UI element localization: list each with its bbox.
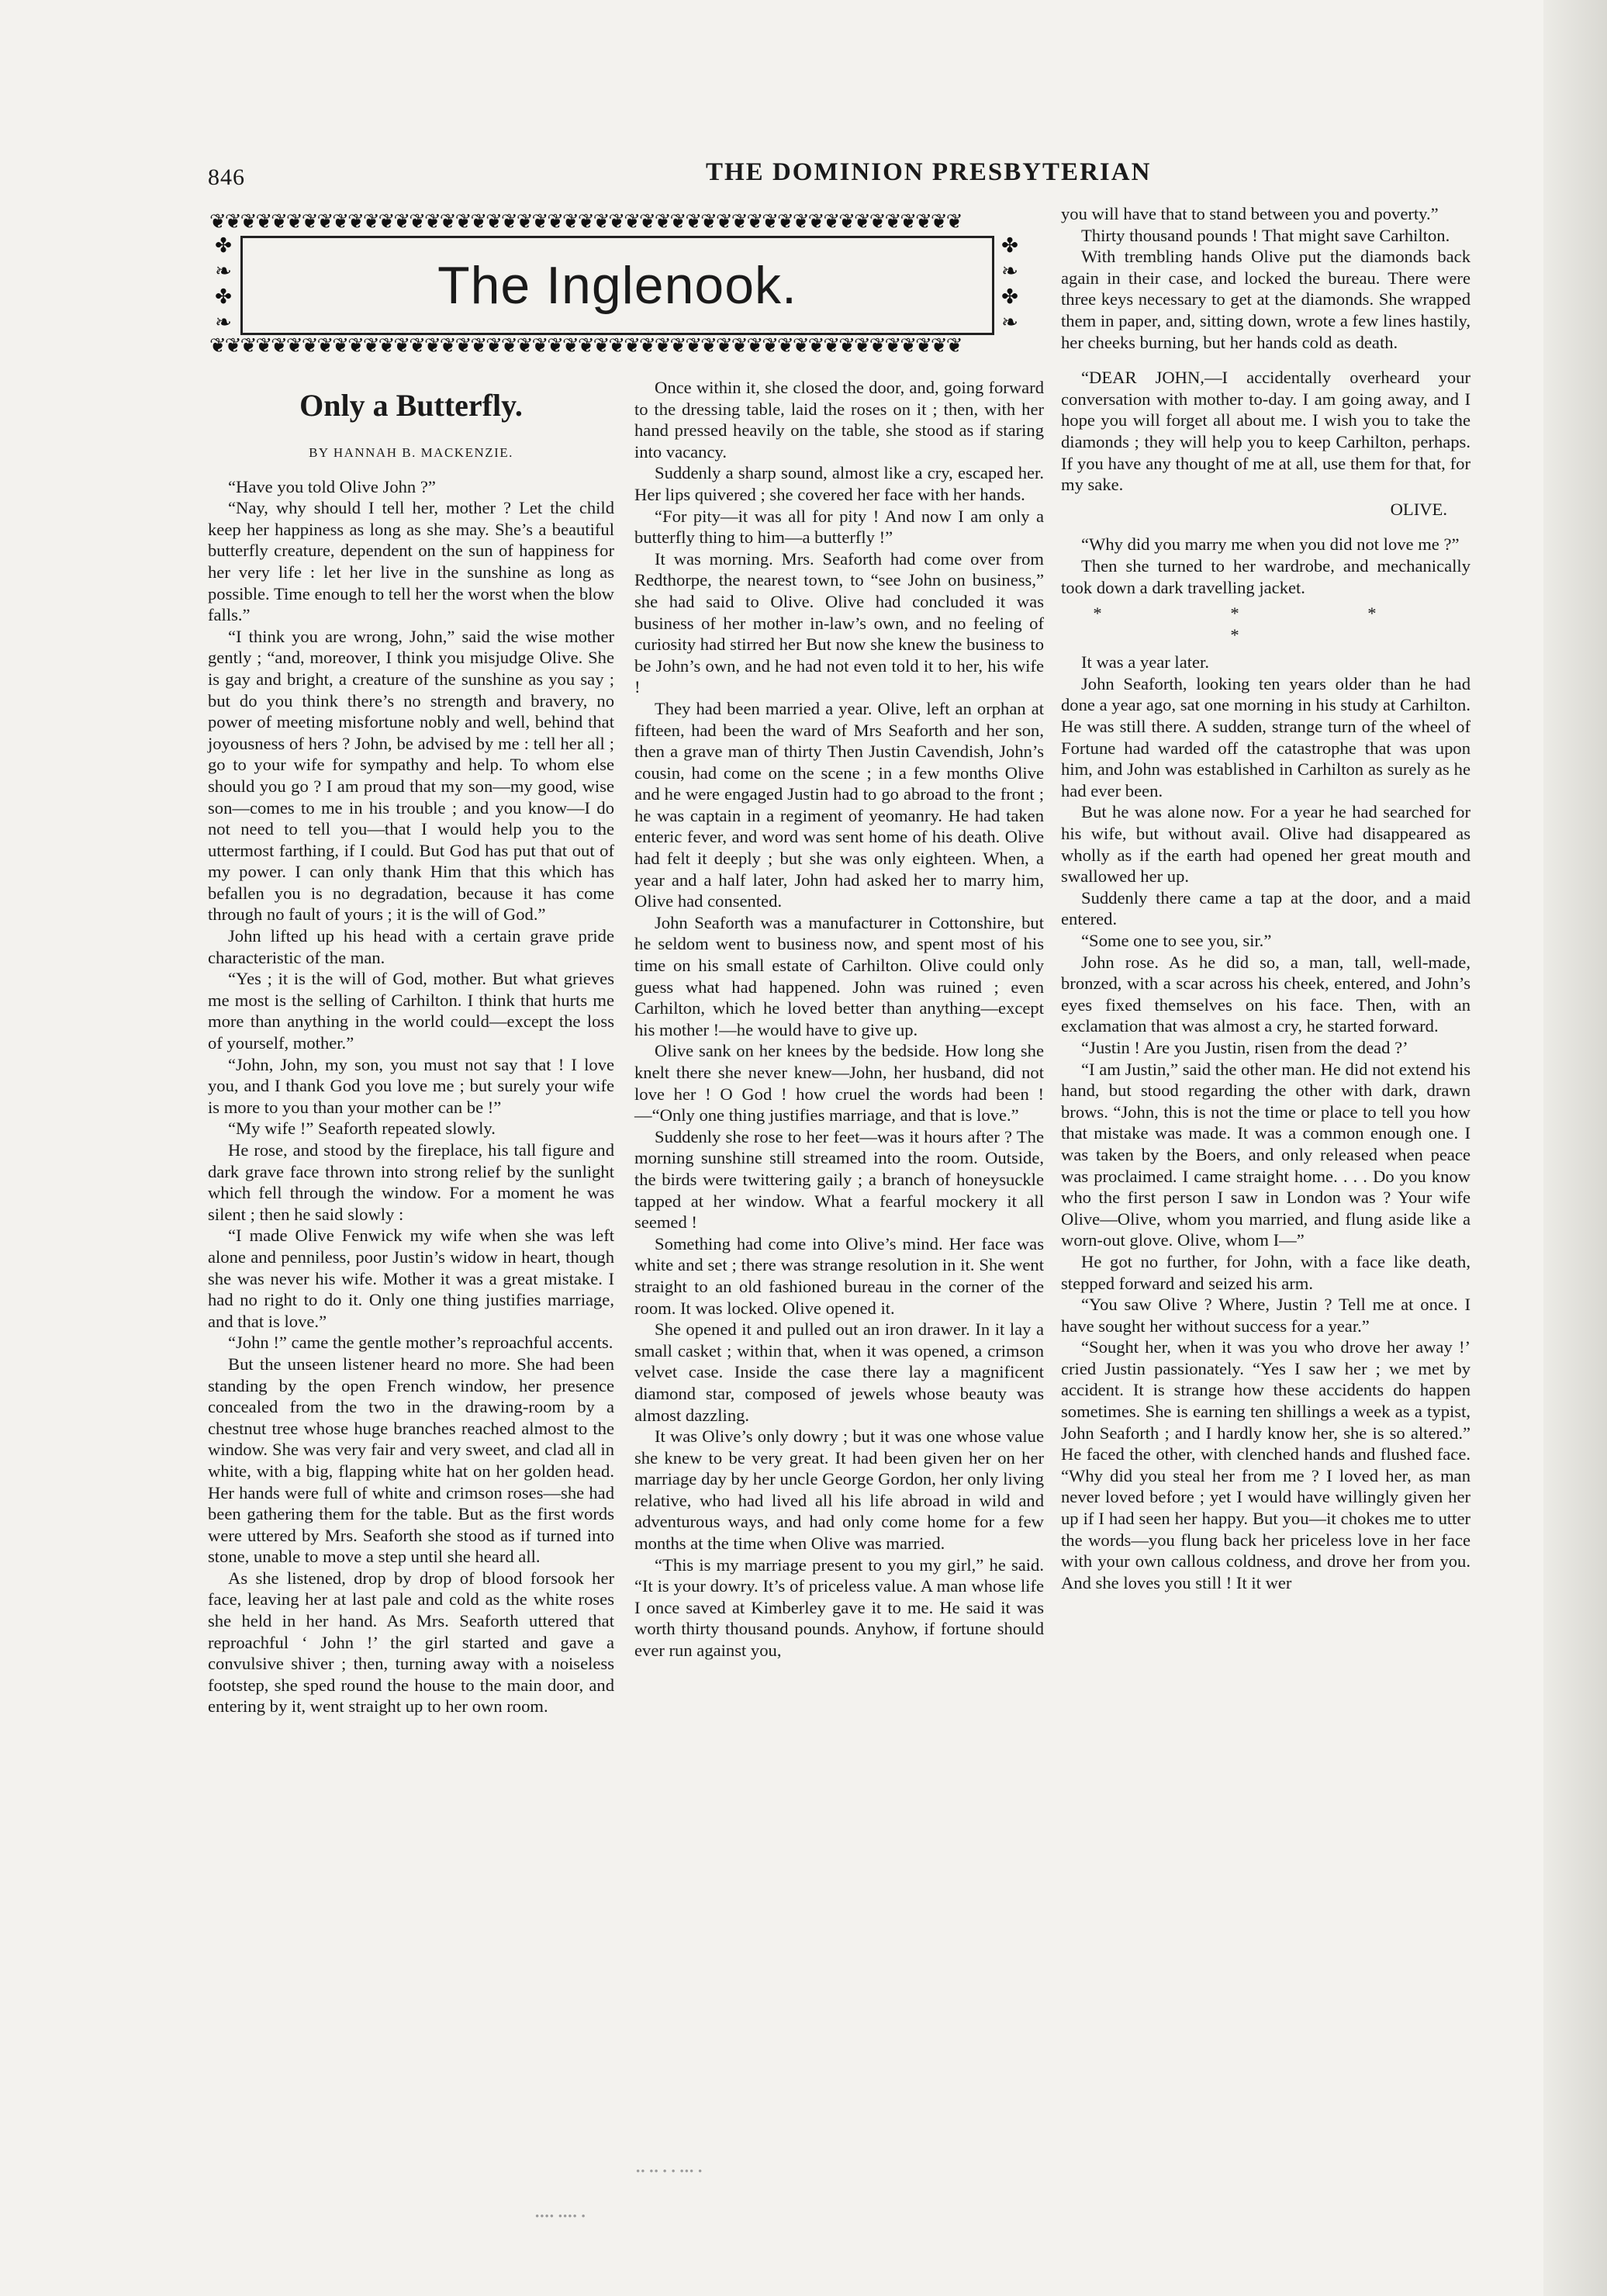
paragraph: “Nay, why should I tell her, mother ? Let the child keep her happiness as long as she may. She’s a beautiful butterfly creature, dependent on the sun of happiness for her very life : let her live in the sunshine as long as possible. Time enough to tell her the worst when the blow falls.”: [208, 498, 615, 625]
paragraph: “Justin ! Are you Justin, risen from the dead ?’: [1081, 1037, 1408, 1057]
paragraph: But he was alone now. For a year he had searched for his wife, but without avail. Olive had disappeared as wholly as if the earth had opened her great mouth and swallowed her up.: [1061, 802, 1470, 887]
bleed-through-text: •••• •••• •: [535, 2211, 586, 2223]
paragraph: Once within it, she closed the door, and, going forward to the dressing table, laid the roses on it ; then, with her hand pressed heavily on the table, she stood as if staring into vacancy.: [634, 378, 1044, 462]
paragraph: He rose, and stood by the fireplace, his tall figure and dark grave face thrown into strong relief by the sunlight which fell through the window. For a moment he was silent ; then he said slowly :: [208, 1140, 614, 1224]
paragraph: “I am Justin,” said the other man. He did not extend his hand, but stood regarding the other with dark, drawn brows. “John, this is not the time or place to tell you how that mistake was made. It was a common enough one. I was taken by the Boers, and only released when peace was proclaimed. I came straight home. . . . Do you know who the first person I saw in London was ? Your wife Olive—Olive, whom you married, and flung aside like a worn-out glove. Olive, whom I—”: [1061, 1059, 1470, 1250]
paragraph: She opened it and pulled out an iron drawer. In it lay a small casket ; within that, when it was opened, a crimson velvet case. Inside the case there lay a magnificent diamond star, composed of jewels whose beauty was almost dazzling.: [634, 1319, 1044, 1425]
paragraph: “I made Olive Fenwick my wife when she was left alone and penniless, poor Justin’s widow in heart, though she was never his wife. Mother it was a great mistake. I had no right to do it. Only one thing justifies marriage, and that is love.”: [208, 1226, 614, 1331]
ornament-border-left: ✤ ❧ ✤ ❧: [215, 234, 232, 334]
paragraph: “This is my marriage present to you my girl,” he said. “It is your dowry. It’s of priceless value. A man whose life I once saved at Kimberley gave it to me. He said it was worth thirty thousand pounds. Anyhow, if fortune should ever run against you,: [634, 1554, 1044, 1661]
story-byline: BY HANNAH B. MACKENZIE.: [309, 445, 513, 460]
paragraph: John Seaforth was a manufacturer in Cottonshire, but he seldom went to business now, and spent most of his time on his small estate of Carhilton. Olive could only guess what had happened. John was ruined ; even Carhilton, which he loved better than anything—except his mother !—he would have to give up.: [634, 912, 1044, 1039]
section-title: The Inglenook.: [437, 256, 797, 315]
letter-signature: OLIVE.: [1390, 499, 1447, 519]
paragraph: “Why did you marry me when you did not love me ?”: [1081, 534, 1460, 555]
paragraph: Olive sank on her knees by the bedside. How long she knelt there she never knew—John, her husband, did not love her ! O God ! how cruel the words had been !—“Only one thing justifies marriage, and that is love.”: [634, 1041, 1044, 1126]
paragraph: “Some one to see you, sir.”: [1081, 931, 1272, 950]
paragraph: Thirty thousand pounds ! That might save Carhilton.: [1081, 225, 1450, 245]
paragraph: It was Olive’s only dowry ; but it was one whose value she knew to be very great. It had been given her on her marriage day by her uncle George Gordon, her only living relative, who had lived all his life abroad in wild and adventurous ways, and had only come home for a few months at the time when Olive was married.: [634, 1426, 1044, 1554]
paragraph: “Have you told Olive John ?”: [228, 476, 436, 496]
paragraph: “For pity—it was all for pity ! And now I am only a butterfly thing to him—a butterfly !”: [634, 506, 1044, 548]
paragraph: “My wife !” Seaforth repeated slowly.: [228, 1119, 496, 1139]
page-number: 846: [208, 164, 245, 190]
paragraph: John rose. As he did so, a man, tall, well-made, bronzed, with a scar across his cheek, entered, and John’s eyes fixed themselves on his face. Then, with an exclamation that was almost a cry, he started forward.: [1061, 952, 1470, 1036]
section-banner: [209, 211, 1024, 357]
paragraph: Suddenly a sharp sound, almost like a cry, escaped her. Her lips quivered ; she covered her face with her hands.: [634, 463, 1044, 504]
publication-title: THE DOMINION PRESBYTERIAN: [706, 158, 1152, 186]
paragraph: It was morning. Mrs. Seaforth had come over from Redthorpe, the nearest town, to “see John on business,” she had said to Olive. Olive had concluded it was business of her mother in-law’s own, and no feeling of curiosity had stirred her But now she knew the business to be John’s own, and he had not even told it to her, his wife !: [634, 548, 1044, 697]
column-3: [1061, 203, 1470, 1593]
paragraph: “Yes ; it is the will of God, mother. But what grieves me most is the selling of Carhilton. I think that hurts me more than anything in the world could—except the loss of yourself, mother.”: [208, 969, 614, 1053]
paragraph: But the unseen listener heard no more. She had been standing by the open French window, her presence concealed from the two in the drawing-room by a chestnut tree whose huge branches reached almost to the window. She was very fair and very sweet, and clad all in white, with a big, flapping white hat on her golden head. Her hands were full of white and crimson roses—she had been gathering them for the table. But as the first words were uttered by Mrs. Seaforth she stood as if turned into stone, unable to move a step until she heard all.: [208, 1354, 614, 1567]
paragraph: “John !” came the gentle mother’s reproachful accents.: [228, 1333, 613, 1353]
paragraph: Suddenly there came a tap at the door, and a maid entered.: [1061, 887, 1470, 929]
paragraph: “You saw Olive ? Where, Justin ? Tell me at once. I have sought her without success for a year.”: [1061, 1295, 1470, 1336]
paragraph: “Sought her, when it was you who drove her away !’ cried Justin passionately. “Yes I saw her ; we met by accident. It is strange how these accidents do happen sometimes. She is earning ten shillings a week as a typist, John Seaforth ; and I hardly know her, she is so altered.” He faced the other, with clenched hands and flushed face. “Why did you steal her from me ? I loved her, as man never loved before ; yet I would have willingly given her up if I had seen her happy. But you—it chokes me to utter the words—you flung back her priceless love in her face with your own callous coldness, and drove her from you. And she loves you still ! It it wer: [1061, 1337, 1470, 1592]
paragraph: “I think you are wrong, John,” said the wise mother gently ; “and, moreover, I think you misjudge Olive. She is gay and bright, a creature of the sunshine as you say ; but do you think there’s no strength and bravery, no power of meeting misfortune nobly and well, behind that joyousness of hers ? John, be advised by me : tell her all ; go to your wife for sympathy and help. To whom else should you go ? I am proud that my son—my good, wise son—comes to me in his trouble ; and you know—I do not need to tell you—that I would help you to the uttermost farthing, if I could. But God has put that out of my power. I can only thank Him that this which has befallen you is no degradation, because it has come through no fault of yours ; it is the will of God.”: [208, 626, 614, 925]
paragraph: Something had come into Olive’s mind. Her face was white and set ; there was strange resolution in it. She went straight to an old fashioned bureau in the corner of the room. It was locked. Olive opened it.: [634, 1233, 1044, 1318]
paragraph: Then she turned to her wardrobe, and mechanically took down a dark travelling jacket.: [1061, 555, 1470, 597]
paragraph: As she listened, drop by drop of blood forsook her face, leaving her at last pale and cold as the white roses she held in her hand. As Mrs. Seaforth uttered that reproachful ‘ John !’ the girl started and gave a convulsive shiver ; then, turning away with a noiseless footstep, she sped round the house to the main door, and entering by it, went straight up to her own room.: [208, 1568, 614, 1717]
paragraph: you will have that to stand between you and poverty.”: [1061, 204, 1439, 223]
paragraph: “John, John, my son, you must not say that ! I love you, and I thank God you love me ; but surely your wife is more to you than your mother can be !”: [208, 1054, 614, 1117]
column-1: [208, 377, 614, 1717]
paragraph: With trembling hands Olive put the diamonds back again in their case, and locked the bureau. There were three keys necessary to get at the diamonds. She wrapped them in paper, and, sitting down, wrote a few lines hastily, her cheeks burning, but her hands cold as death.: [1061, 247, 1470, 352]
ornament-border-right: ✤ ❧ ✤ ❧: [1001, 234, 1018, 334]
paragraph: They had been married a year. Olive, left an orphan at fifteen, had been the ward of Mrs Seaforth and her son, then a grave man of thirty Then Justin Cavendish, John’s cousin, had come on the scene ; in a few months Olive and he were engaged Justin had to go abroad to the front ; he was captain in a regiment of yeomanry. He had taken enteric fever, and word was sent home of his death. Olive had felt it deeply ; but she was only eighteen. When, a year and a half later, John had asked her to marry him, Olive had consented.: [634, 698, 1044, 911]
ornament-border-bottom: ❦❦❦❦❦❦❦❦❦❦❦❦❦❦❦❦❦❦❦❦❦❦❦❦❦❦❦❦❦❦❦❦❦❦❦❦❦❦❦❦❦❦❦❦❦❦❦❦❦: [209, 335, 962, 357]
page-edge: [1543, 0, 1607, 2296]
paragraph: It was a year later.: [1081, 652, 1209, 673]
ornament-border-top: ❦❦❦❦❦❦❦❦❦❦❦❦❦❦❦❦❦❦❦❦❦❦❦❦❦❦❦❦❦❦❦❦❦❦❦❦❦❦❦❦❦❦❦❦❦❦❦❦❦: [209, 211, 962, 233]
letter-text: “DEAR JOHN,—I accidentally overheard your conversation with mother to-day. I am going away, and I hope you will forget all about me. I wish you to take the diamonds ; they will help you to keep Carhilton, perhaps. If you have any thought of me at all, use them for that, for my sake.: [1061, 368, 1470, 495]
story-title: Only a Butterfly.: [299, 388, 523, 423]
paragraph: He got no further, for John, with a face like death, stepped forward and seized his arm.: [1061, 1251, 1470, 1293]
spacer: [1061, 353, 1470, 367]
section-break-stars: * * * *: [1093, 603, 1439, 645]
paragraph: John Seaforth, looking ten years older than he had done a year ago, sat one morning in his study at Carhilton. He was still there. A sudden, strange turn of the wheel of Fortune had warded off the catastrophe that was upon him, and John was established in Carhilton as surely as he had ever been.: [1061, 673, 1470, 800]
paragraph: Suddenly she rose to her feet—was it hours after ? The morning sunshine still streamed into the room. Outside, the birds were twittering gaily ; a branch of honeysuckle tapped at her window. What a fearful mockery it all seemed !: [634, 1126, 1044, 1233]
bleed-through-text: •• •• • • ••• •: [636, 2166, 703, 2178]
column-2: [634, 377, 1044, 1661]
paragraph: John lifted up his head with a certain grave pride characteristic of the man.: [208, 926, 614, 967]
